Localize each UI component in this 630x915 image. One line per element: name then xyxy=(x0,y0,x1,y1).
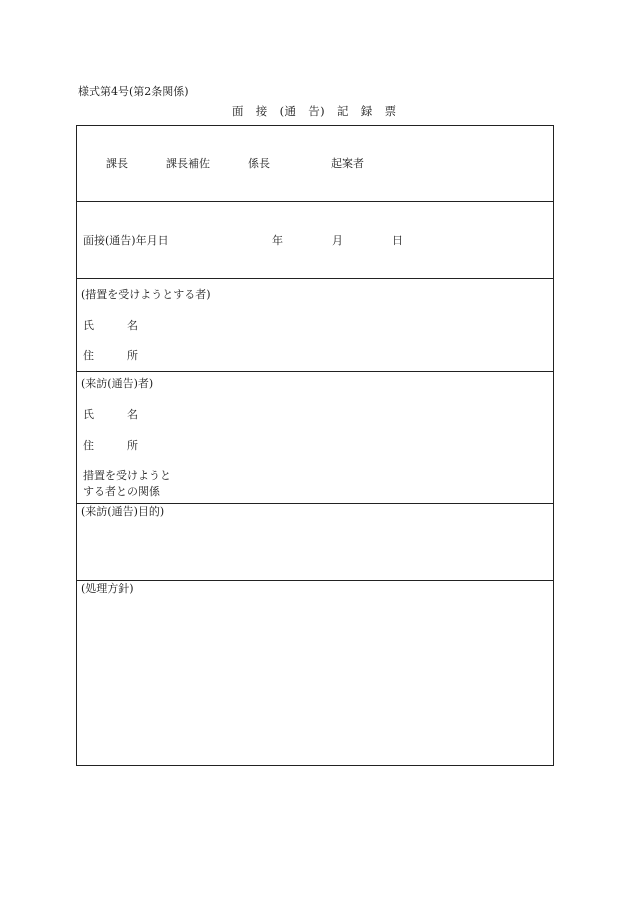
approval-section-chief: 課長 xyxy=(106,157,128,170)
interview-date-day: 日 xyxy=(392,234,403,247)
approval-deputy-chief: 課長補佐 xyxy=(166,157,210,170)
interview-date-label: 面接(通告)年月日 xyxy=(83,234,169,247)
purpose-heading: (来訪(通告)目的) xyxy=(81,505,165,518)
form-table xyxy=(76,125,554,766)
row-divider-approval xyxy=(76,201,554,202)
subject-address-label: 住 所 xyxy=(83,349,138,362)
row-divider-subject xyxy=(76,371,554,372)
visitor-name-label: 氏 名 xyxy=(83,408,138,421)
row-divider-purpose xyxy=(76,580,554,581)
visitor-heading: (来訪(通告)者) xyxy=(81,377,154,390)
visitor-address-label: 住 所 xyxy=(83,439,138,452)
subject-name-label: 氏 名 xyxy=(83,319,138,332)
visitor-relation-label-line2: する者との関係 xyxy=(83,485,160,498)
interview-date-month: 月 xyxy=(332,234,343,247)
visitor-relation-label-line1: 措置を受けようと xyxy=(83,469,171,482)
approval-drafter: 起案者 xyxy=(331,157,364,170)
subject-heading: (措置を受けようとする者) xyxy=(81,288,211,301)
form-title: 面 接 (通 告) 記 録 票 xyxy=(232,104,397,118)
approval-subsection-chief: 係長 xyxy=(248,157,270,170)
form-reference: 様式第4号(第2条関係) xyxy=(78,85,189,98)
interview-date-year: 年 xyxy=(272,234,283,247)
row-divider-date xyxy=(76,278,554,279)
policy-heading: (処理方針) xyxy=(81,582,134,595)
row-divider-visitor xyxy=(76,503,554,504)
